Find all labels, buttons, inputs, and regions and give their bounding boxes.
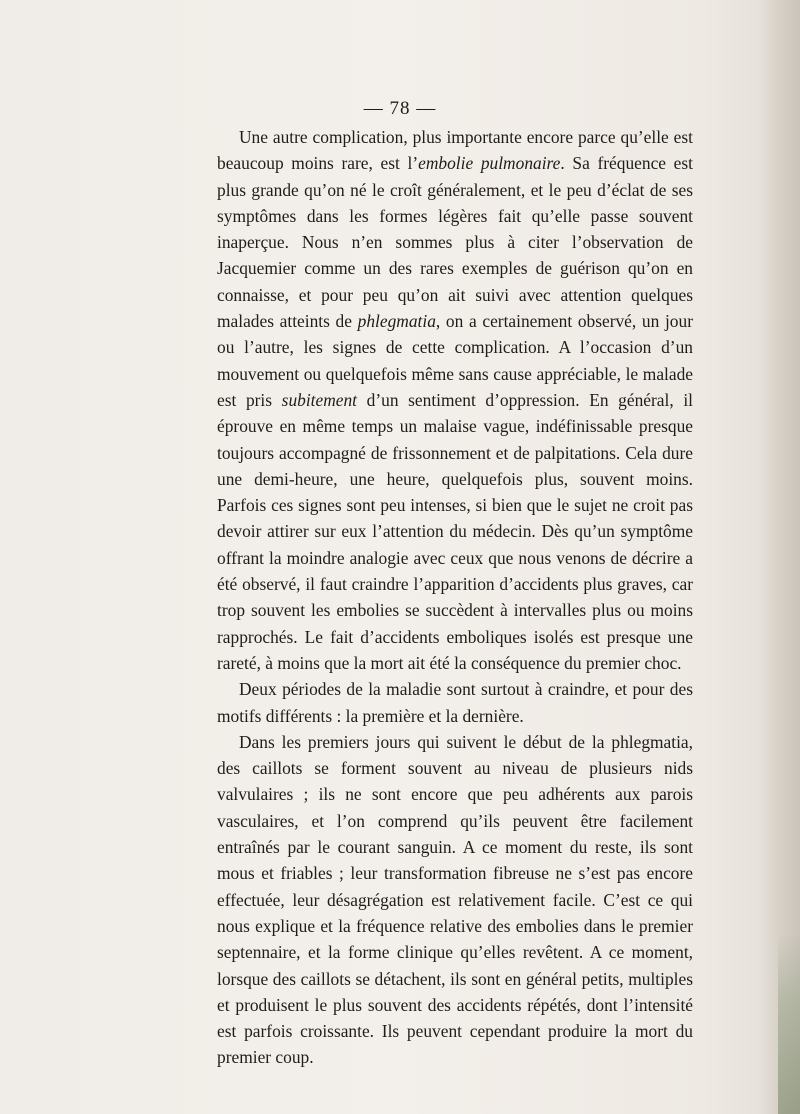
italic-term-subitement: subitement [281, 389, 358, 410]
page-number: — 78 — [363, 98, 437, 119]
text-segment: Une autre complication, plus importante encore parce qu’elle est beaucoup moins rare, est l’ [217, 127, 693, 174]
text-segment: Deux périodes de la maladie sont surtout à craindre, et pour des motifs différents : la première et la dernière. [217, 679, 693, 726]
page-edge-stain [778, 934, 800, 1114]
text-segment: , on a certainement observé, un jour ou l’autre, les signes de cette complication. A l’occasion d’un mouvement ou quelquefois même sans cause appréciable, le malade est pris [217, 311, 693, 410]
text-segment: Dans les premiers jours qui suivent le début de la phlegmatia, des caillots se forment souvent au niveau de plusieurs nids valvulaires ; ils ne sont encore que peu adhérents aux parois vasculaires, et l’on comprend qu’ils peuvent être facilement entraînés par le courant sanguin. A ce moment du reste, ils sont mous et friables ; leur transformation fibreuse ne s’est pas encore effectuée, leur désagrégation est relativement facile. C’est ce qui nous explique et la fréquence relative des embolies dans le premier septennaire, et la forme clinique qu’elles revêtent. A ce moment, lorsque des caillots se détachent, ils sont en général petits, multiples et produisent le plus souvent des accidents répétés, dont l’intensité est parfois croissante. Ils peuvent cependant produire la mort du premier coup. [217, 731, 693, 1068]
paragraph-3 [217, 729, 693, 1071]
italic-term-embolie-pulmonaire: embolie pulmonaire [418, 153, 561, 174]
italic-term-phlegmatia: phlegmatia [357, 311, 436, 332]
body-text [217, 124, 693, 1071]
paragraph-1 [217, 124, 693, 676]
text-segment: . Sa fréquence est plus grande qu’on né le croît généralement, et le peu d’éclat de ses symptômes dans les formes légères fait qu’elle passe souvent inaperçue. Nous n’en sommes plus à citer l’observation de Jacquemier comme un des rares exemples de guérison qu’on en connaisse, et pour peu qu’on ait suivi avec attention quelques malades atteints de [217, 153, 693, 332]
text-segment: d’un sentiment d’oppression. En général, il éprouve en même temps un malaise vague, indéfinissable presque toujours accompagné de frissonnement et de palpitations. Cela dure une demi-heure, une heure, quelquefois plus, souvent moins. Parfois ces signes sont peu intenses, si bien que le sujet ne croit pas devoir attirer sur eux l’attention du médecin. Dès qu’un symptôme offrant la moindre analogie avec ceux que nous venons de décrire a été observé, il faut craindre l’apparition d’accidents plus graves, car trop souvent les embolies se succèdent à intervalles plus ou moins rapprochés. Le fait d’accidents emboliques isolés est presque une rareté, à moins que la mort ait été la conséquence du premier choc. [217, 389, 693, 673]
paragraph-2 [217, 676, 693, 729]
